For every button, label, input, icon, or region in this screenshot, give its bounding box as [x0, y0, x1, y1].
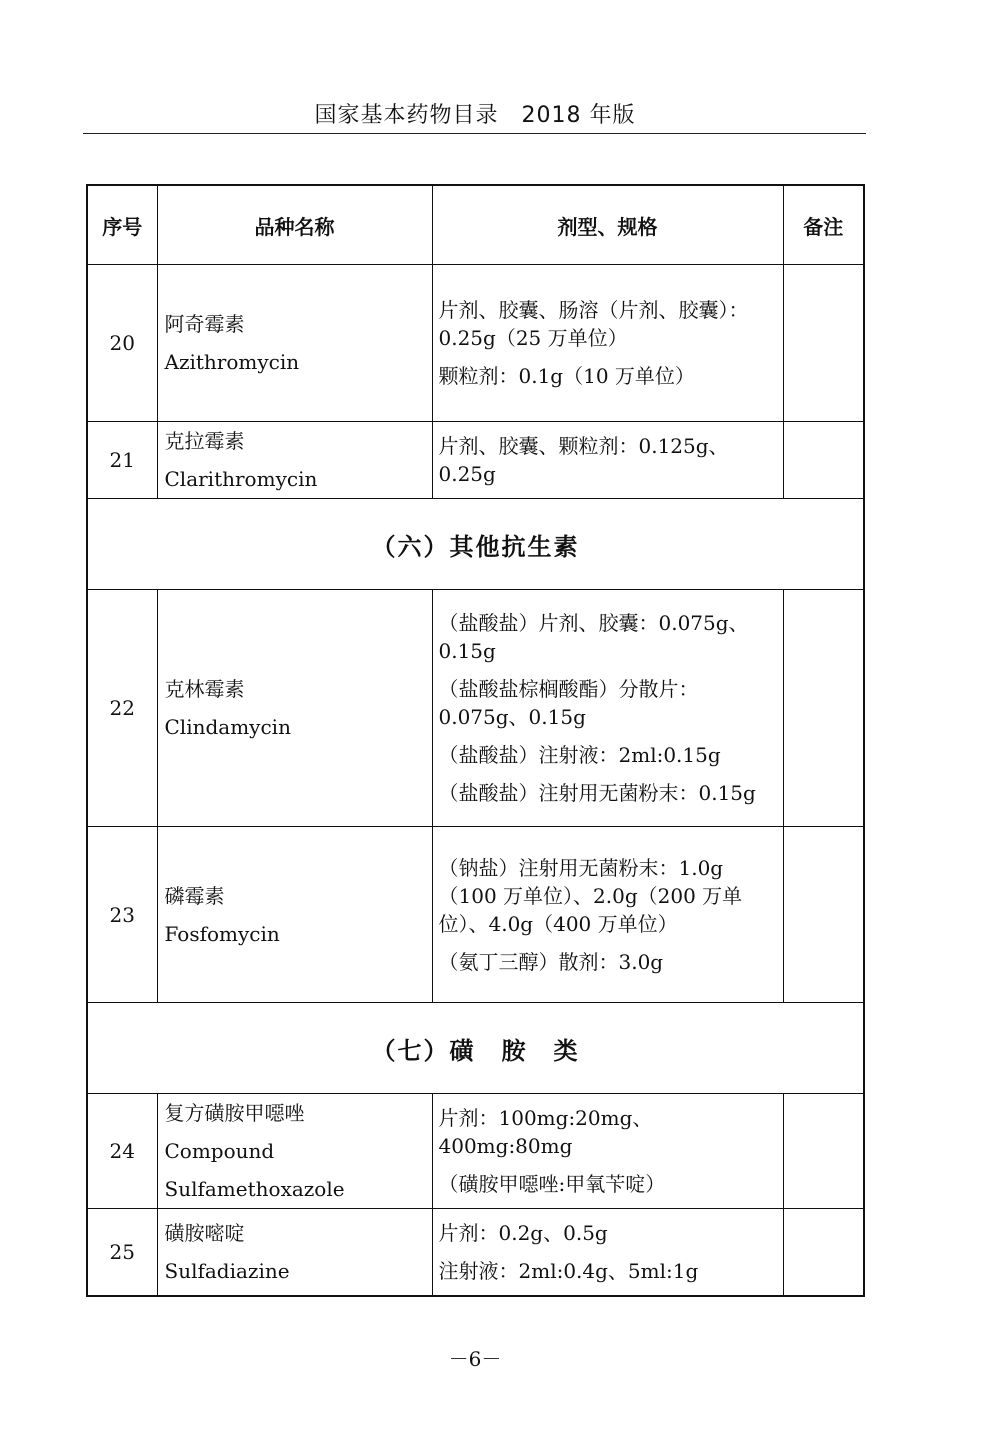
section-heading-other-antibiotics: （六）其他抗生素: [87, 499, 864, 590]
row-number: 23: [87, 827, 157, 1003]
drug-name-cn: 磺胺嘧啶: [164, 1220, 245, 1245]
remarks-cell: [783, 1209, 864, 1296]
drug-name-cn: 复方磺胺甲噁唑: [164, 1101, 305, 1125]
remarks-cell: [783, 590, 864, 827]
section-heading-row: [87, 499, 864, 590]
row-number: 25: [87, 1209, 157, 1296]
drug-name-cell: [157, 1209, 432, 1296]
column-header-remarks: 备注: [783, 185, 864, 265]
spec-line: 注射液：2ml:0.4g、5ml:1g: [438, 1258, 699, 1283]
drug-name-en: Sulfadiazine: [164, 1258, 290, 1283]
remarks-cell: [783, 422, 864, 499]
page-number: －6－: [448, 1347, 502, 1371]
spec-line: 片剂、胶囊、颗粒剂：0.125g、0.25g: [438, 434, 729, 486]
drug-name-en: Fosfomycin: [164, 921, 280, 946]
drug-name-en: Clindamycin: [164, 715, 291, 739]
column-header-spec: 剂型、规格: [432, 185, 783, 265]
remarks-cell: [783, 1094, 864, 1209]
table-row: [87, 422, 864, 499]
drug-name-cn: 磷霉素: [164, 883, 225, 908]
header-divider: [83, 133, 866, 134]
drug-name-cn: 克拉霉素: [164, 429, 245, 453]
table-header-row: [87, 185, 864, 265]
essential-drug-table: [86, 184, 865, 1297]
spec-line: （钠盐）注射用无菌粉末：1.0g（100 万单位）、2.0g（200 万单位）、4.0g（400 万单位）: [438, 855, 743, 936]
spec-line: （盐酸盐）注射用无菌粉末：0.15g: [438, 781, 756, 805]
spec-cell: [432, 1094, 783, 1209]
drug-name-cell: [157, 1094, 432, 1209]
table-row: [87, 1094, 864, 1209]
drug-name-cn: 阿奇霉素: [164, 312, 245, 336]
spec-line: （盐酸盐）注射液：2ml:0.15g: [438, 743, 721, 767]
spec-cell: [432, 422, 783, 499]
table-row: [87, 265, 864, 422]
drug-name-cell: [157, 827, 432, 1003]
section-heading-sulfonamides: （七）磺 胺 类: [87, 1003, 864, 1094]
table-row: [87, 1209, 864, 1296]
row-number: 21: [87, 422, 157, 499]
spec-cell: [432, 590, 783, 827]
drug-name-en: Sulfamethoxazole: [164, 1177, 345, 1201]
table-row: [87, 827, 864, 1003]
spec-cell: [432, 265, 783, 422]
row-number: 24: [87, 1094, 157, 1209]
spec-line: 片剂：0.2g、0.5g: [438, 1220, 608, 1245]
row-number: 22: [87, 590, 157, 827]
drug-name-cell: [157, 265, 432, 422]
row-number: 20: [87, 265, 157, 422]
drug-name-cn: 克林霉素: [164, 677, 245, 701]
spec-line: （盐酸盐）片剂、胶囊：0.075g、0.15g: [438, 611, 749, 663]
remarks-cell: [783, 827, 864, 1003]
column-header-name: 品种名称: [157, 185, 432, 265]
drug-name-cell: [157, 590, 432, 827]
spec-line: （氨丁三醇）散剂：3.0g: [438, 949, 664, 974]
drug-name-en: Compound: [164, 1139, 275, 1163]
page-header-title: 国家基本药物目录 2018 年版: [314, 103, 636, 128]
spec-line: 片剂：100mg:20mg、400mg:80mg: [438, 1106, 653, 1158]
table-row: [87, 590, 864, 827]
remarks-cell: [783, 265, 864, 422]
drug-name-en: Clarithromycin: [164, 467, 318, 491]
spec-line: 颗粒剂：0.1g（10 万单位）: [438, 364, 695, 388]
drug-name-cell: [157, 422, 432, 499]
spec-line: （盐酸盐棕榈酸酯）分散片：0.075g、0.15g: [438, 677, 699, 729]
spec-line: 片剂、胶囊、肠溶（片剂、胶囊）：0.25g（25 万单位）: [438, 298, 749, 350]
column-header-no: 序号: [87, 185, 157, 265]
spec-line: （磺胺甲噁唑:甲氧苄啶）: [438, 1172, 666, 1196]
spec-cell: [432, 1209, 783, 1296]
drug-name-en: Azithromycin: [164, 350, 300, 374]
section-heading-row: [87, 1003, 864, 1094]
spec-cell: [432, 827, 783, 1003]
